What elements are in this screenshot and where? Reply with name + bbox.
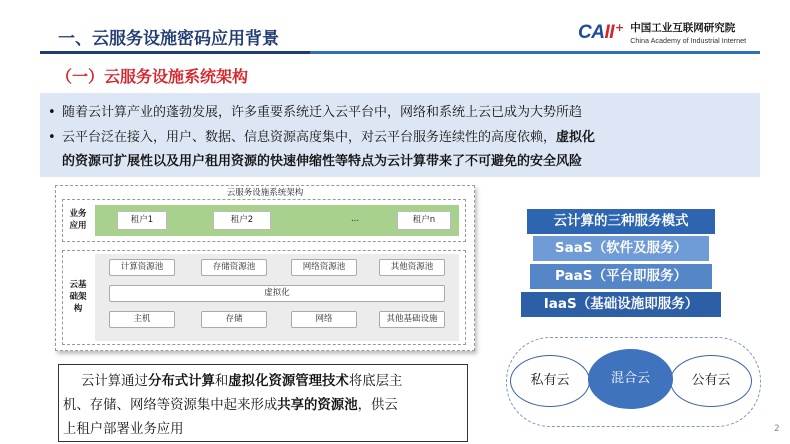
page-title: 一、云服务设施密码应用背景 (58, 29, 279, 49)
bullet-marker: • (48, 105, 56, 120)
architecture-title: 云服务设施系统架构 (226, 188, 304, 198)
description-text: 机、存储、网络等资源集中起来形成 (63, 398, 278, 413)
resource-pool-box: 计算资源池 (109, 259, 175, 276)
public-cloud-ellipse: 公有云 (670, 355, 752, 407)
resource-pool-box: 网络资源池 (291, 259, 357, 276)
hybrid-cloud-ellipse: 混合云 (588, 349, 673, 409)
description-text: ，供云 (357, 398, 398, 413)
tenant-box: 租户2 (213, 211, 271, 230)
bullet-item-1 (48, 101, 582, 120)
infrastructure-box: 网络 (291, 311, 357, 328)
description-line-1 (81, 370, 402, 389)
logo-chinese-name: 中国工业互联网研究院 (630, 22, 736, 34)
infrastructure-box: 其他基础设施 (379, 311, 445, 328)
business-layer (62, 199, 466, 242)
description-bold: 分布式计算 (147, 374, 215, 389)
logo-text (630, 20, 746, 45)
logo-mark-accent: II (604, 21, 615, 43)
saas-box: SaaS（软件及服务） (533, 236, 709, 261)
logo-mark (578, 22, 614, 44)
bullet-box (40, 93, 760, 177)
cloud-band (95, 254, 459, 341)
header-divider-accent (40, 51, 310, 54)
infrastructure-box: 存储 (201, 311, 267, 328)
tenant-band (95, 205, 459, 236)
description-line-2 (63, 394, 398, 413)
logo-plus: + (615, 21, 625, 34)
caii-logo (578, 20, 746, 45)
architecture-diagram (55, 185, 475, 351)
cloud-layer-label: 云基础架构 (69, 280, 87, 314)
logo-english-name: China Academy of Industrial Internet (630, 36, 747, 45)
cloud-infrastructure-layer (62, 250, 466, 345)
bullet-text: 随着云计算产业的蓬勃发展，许多重要系统迁入云平台中，网络和系统上云已成为大势所趋 (62, 105, 583, 120)
resource-pool-box: 其他资源池 (379, 259, 445, 276)
tenant-ellipsis: ... (350, 214, 360, 224)
tenant-box: 租户n (397, 211, 451, 230)
business-layer-label: 业务应用 (69, 209, 87, 231)
logo-mark-main: CA (578, 21, 605, 43)
description-text: 将底层主 (348, 374, 403, 389)
description-line-3: 上租户部署业务应用 (63, 422, 184, 437)
bullet-item-2-continuation: 的资源可扩展性以及用户租用资源的快速伸缩性等特点为云计算带来了不可避免的安全风险 (62, 154, 583, 169)
virtualization-box: 虚拟化 (109, 285, 445, 302)
private-cloud-ellipse: 私有云 (510, 355, 590, 407)
description-bold: 共享的资源池 (277, 398, 358, 413)
service-models-title: 云计算的三种服务模式 (527, 209, 715, 234)
paas-box: PaaS（平台即服务） (530, 264, 712, 289)
description-text: 云计算通过 (81, 374, 148, 389)
description-box (58, 364, 468, 442)
tenant-box: 租户1 (117, 211, 167, 230)
iaas-box: IaaS（基础设施即服务） (521, 292, 721, 317)
bullet-marker: • (48, 130, 56, 145)
description-bold: 虚拟化资源管理技术 (228, 374, 349, 389)
page-number: 2 (774, 424, 780, 434)
description-text: 和 (214, 374, 229, 389)
bullet-bold-text: 虚拟化 (556, 130, 596, 145)
section-subtitle: （一）云服务设施系统架构 (56, 67, 249, 86)
infrastructure-box: 主机 (109, 311, 175, 328)
bullet-text: 云平台泛在接入，用户、数据、信息资源高度集中，对云平台服务连续性的高度依赖， (62, 130, 557, 145)
resource-pool-box: 存储资源池 (201, 259, 267, 276)
bullet-item-2 (48, 126, 595, 145)
